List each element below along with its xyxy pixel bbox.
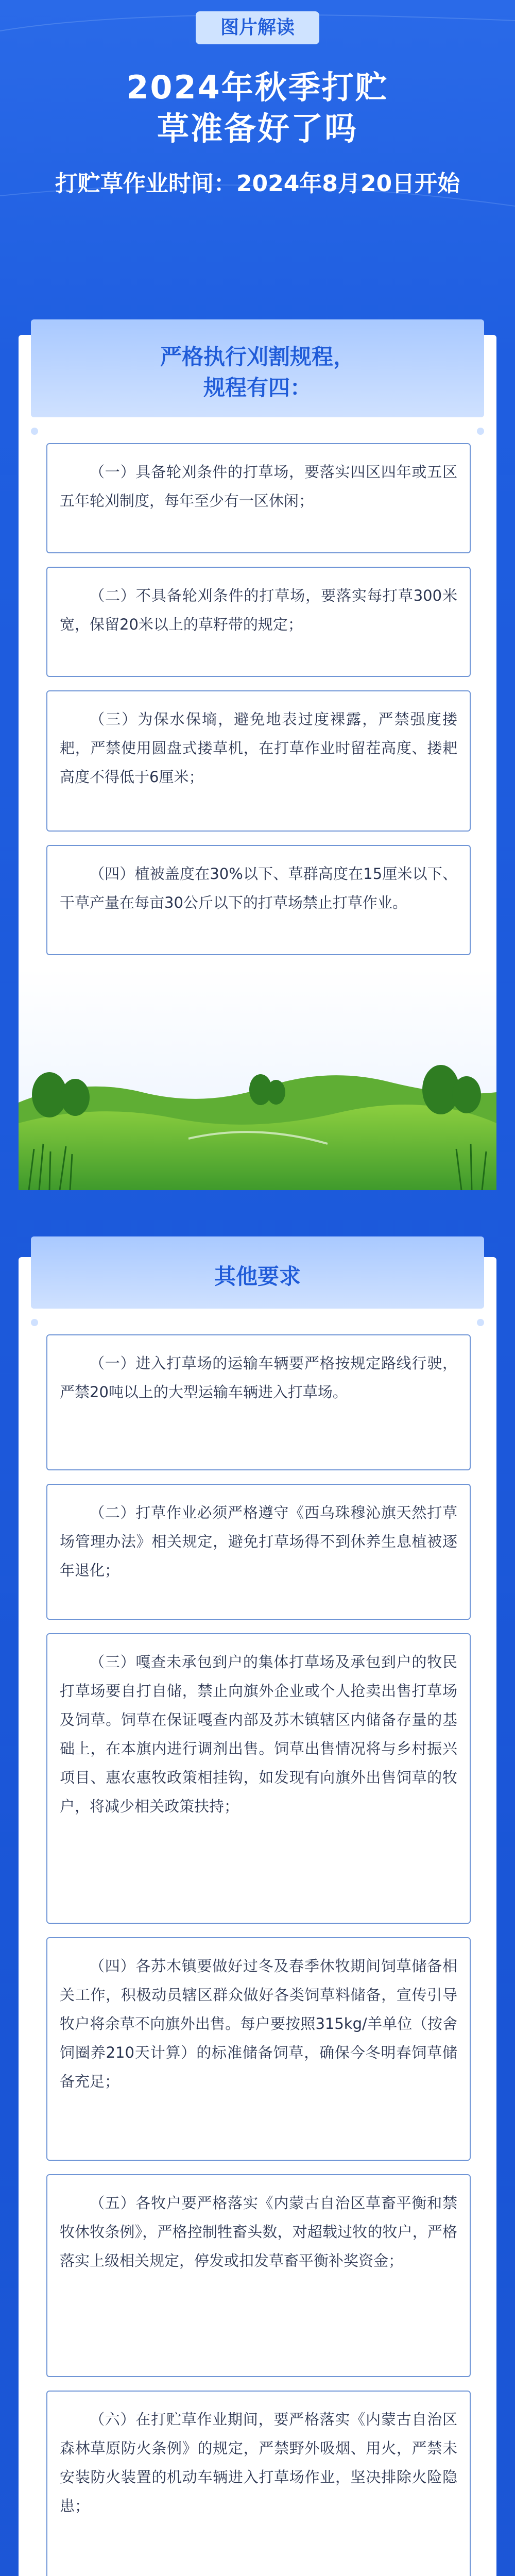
- grassland-illustration: [19, 969, 496, 1190]
- regulation-box-2: [46, 567, 471, 677]
- decor-dot: [477, 1319, 484, 1326]
- requirement-box-4: [46, 1937, 471, 2161]
- requirement-text-4: （四）各苏木镇要做好过冬及春季休牧期间饲草储备相关工作，积极动员辖区群众做好各类饲草料储备，宣传引导牧户将余草不向旗外出售。每户要按照315kg/羊单位（按舍饲圈养210天计算）的标准储备饲草，确保今冬明春饲草储备充足；: [60, 1957, 457, 2090]
- page-title-line2: 草准备好了吗: [157, 110, 358, 147]
- requirement-text-6: （六）在打贮草作业期间，要严格落实《内蒙古自治区森林草原防火条例》的规定，严禁野外吸烟、用火，严禁未安装防火装置的机动车辆进入打草场作业，坚决排除火险隐患；: [60, 2411, 457, 2515]
- page-title-line1: 2024年秋季打贮: [126, 69, 389, 106]
- requirement-box-3: [46, 1633, 471, 1924]
- decor-dot: [31, 428, 38, 435]
- regulation-text-2: （二）不具备轮刈条件的打草场，要落实每打草300米宽，保留20米以上的草籽带的规定；: [60, 587, 457, 633]
- header-tag: 图片解读: [196, 11, 319, 44]
- section1-title-line2: 规程有四：: [203, 375, 312, 400]
- regulation-text-1: （一）具备轮刈条件的打草场，要落实四区四年或五区五年轮刈制度，每年至少有一区休闲；: [60, 463, 457, 510]
- requirement-text-5: （五）各牧户要严格落实《内蒙古自治区草畜平衡和禁牧休牧条例》，严格控制牲畜头数，对超载过牧的牧户，严格落实上级相关规定，停发或扣发草畜平衡补奖资金；: [60, 2194, 457, 2269]
- regulation-box-1: [46, 443, 471, 553]
- decor-dot: [477, 428, 484, 435]
- requirement-box-1: [46, 1334, 471, 1470]
- requirement-text-2: （二）打草作业必须严格遵守《西乌珠穆沁旗天然打草场管理办法》相关规定，避免打草场得不到休养生息植被逐年退化；: [60, 1504, 457, 1579]
- requirement-box-6: [46, 2391, 471, 2576]
- requirement-text-3: （三）嘎查未承包到户的集体打草场及承包到户的牧民打草场要自打自储，禁止向旗外企业或个人抢卖出售打草场及饲草。饲草在保证嘎查内部及苏木镇辖区内储备存量的基础上，在本旗内进行调剂出售。饲草出售情况将与乡村振兴项目、惠农惠牧政策相挂钩，如发现有向旗外出售饲草的牧户，将减少相关政策扶持；: [60, 1653, 457, 1815]
- requirement-box-5: [46, 2174, 471, 2377]
- section2-title: 其他要求: [214, 1264, 301, 1289]
- section1-title-line1: 严格执行刈割规程，: [160, 344, 355, 369]
- regulation-box-3: [46, 690, 471, 832]
- decor-dot: [31, 1319, 38, 1326]
- section-header-regulations: [31, 319, 484, 417]
- regulation-text-3: （三）为保水保墒，避免地表过度裸露，严禁强度搂耙，严禁使用圆盘式搂草机，在打草作业时留茬高度、搂耙高度不得低于6厘米；: [60, 710, 457, 786]
- requirement-text-1: （一）进入打草场的运输车辆要严格按规定路线行驶，严禁20吨以上的大型运输车辆进入打草场。: [60, 1354, 457, 1401]
- requirement-box-2: [46, 1484, 471, 1620]
- regulation-text-4: （四）植被盖度在30%以下、草群高度在15厘米以下、干草产量在每亩30公斤以下的打草场禁止打草作业。: [60, 865, 457, 911]
- regulation-box-4: [46, 845, 471, 955]
- section-header-other-requirements: [31, 1236, 484, 1309]
- page-subtitle: 打贮草作业时间：2024年8月20日开始: [55, 171, 460, 197]
